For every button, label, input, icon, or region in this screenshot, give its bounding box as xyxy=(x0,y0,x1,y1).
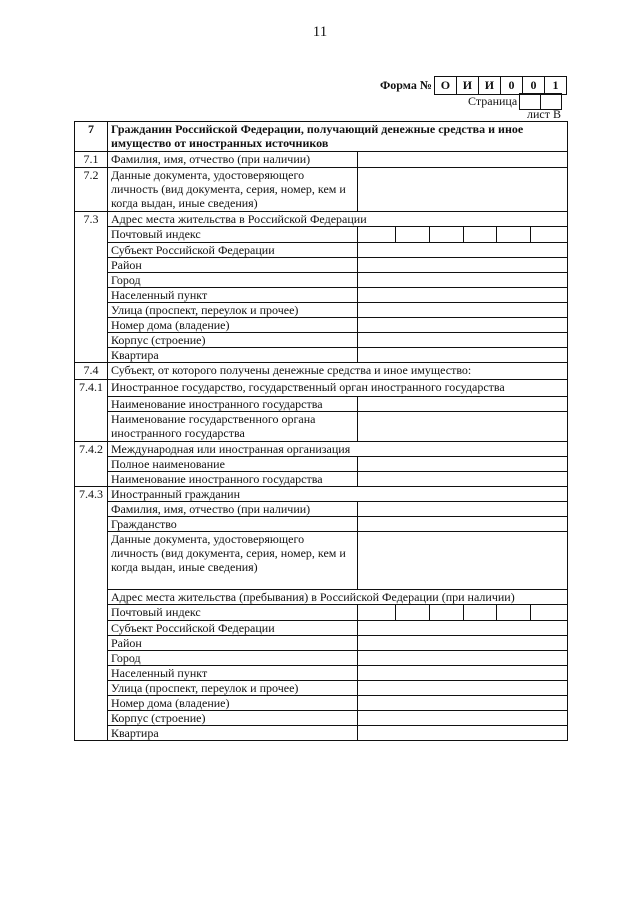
table-row xyxy=(75,532,568,590)
field-value[interactable] xyxy=(358,621,568,636)
field-label: Почтовый индекс xyxy=(108,605,358,621)
field-value[interactable] xyxy=(358,726,568,741)
row-number: 7.4.2 xyxy=(75,442,108,487)
field-label: Полное наименование xyxy=(108,457,358,472)
field-value[interactable] xyxy=(358,502,568,517)
section-header-row xyxy=(75,122,568,152)
subsection-label: Адрес места жительства в Российской Федерации xyxy=(108,212,568,227)
form-code-cell: О xyxy=(434,76,457,95)
subsection-label: Иностранный гражданин xyxy=(108,487,568,502)
field-value[interactable] xyxy=(358,412,568,442)
field-label: Город xyxy=(108,273,358,288)
row-number: 7.4 xyxy=(75,363,108,380)
form-table xyxy=(74,121,568,741)
row-number: 7.4.3 xyxy=(75,487,108,741)
field-value[interactable] xyxy=(358,532,568,590)
table-row xyxy=(75,243,568,258)
table-row xyxy=(75,605,568,621)
field-label: Населенный пункт xyxy=(108,666,358,681)
table-row xyxy=(75,666,568,681)
table-row xyxy=(75,380,568,397)
row-number: 7.2 xyxy=(75,168,108,212)
table-row xyxy=(75,726,568,741)
form-code-cell: И xyxy=(478,76,501,95)
field-value[interactable] xyxy=(358,696,568,711)
field-value[interactable] xyxy=(358,348,568,363)
subsection-label: Адрес места жительства (пребывания) в Российской Федерации (при наличии) xyxy=(108,590,568,605)
row-number: 7.4.1 xyxy=(75,380,108,442)
field-value[interactable] xyxy=(358,397,568,412)
table-row xyxy=(75,502,568,517)
field-value[interactable] xyxy=(358,168,568,212)
table-row xyxy=(75,397,568,412)
field-label: Квартира xyxy=(108,348,358,363)
field-label: Наименование иностранного государства xyxy=(108,397,358,412)
field-label: Корпус (строение) xyxy=(108,711,358,726)
field-label: Субъект Российской Федерации xyxy=(108,243,358,258)
field-value[interactable] xyxy=(358,333,568,348)
field-label: Номер дома (владение) xyxy=(108,318,358,333)
field-label: Улица (проспект, переулок и прочее) xyxy=(108,303,358,318)
sheet-label: лист В xyxy=(527,107,561,121)
field-label: Населенный пункт xyxy=(108,288,358,303)
table-row xyxy=(75,487,568,502)
table-row xyxy=(75,636,568,651)
postal-code-field[interactable] xyxy=(358,605,568,621)
table-row xyxy=(75,212,568,227)
subsection-label: Международная или иностранная организация xyxy=(108,442,568,457)
section-number: 7 xyxy=(75,122,108,152)
table-row xyxy=(75,442,568,457)
field-value[interactable] xyxy=(358,243,568,258)
table-row xyxy=(75,681,568,696)
subsection-label: Иностранное государство, государственный орган иностранного государства xyxy=(108,380,568,397)
field-value[interactable] xyxy=(358,318,568,333)
subsection-label: Субъект, от которого получены денежные средства и иное имущество: xyxy=(108,363,568,380)
field-label: Город xyxy=(108,651,358,666)
field-label: Номер дома (владение) xyxy=(108,696,358,711)
field-label: Улица (проспект, переулок и прочее) xyxy=(108,681,358,696)
table-row xyxy=(75,517,568,532)
field-label: Наименование иностранного государства xyxy=(108,472,358,487)
row-number: 7.3 xyxy=(75,212,108,363)
field-label: Наименование государственного органа иностранного государства xyxy=(108,412,358,442)
field-value[interactable] xyxy=(358,258,568,273)
table-row xyxy=(75,472,568,487)
field-value[interactable] xyxy=(358,303,568,318)
field-label: Район xyxy=(108,636,358,651)
field-label: Гражданство xyxy=(108,517,358,532)
table-row xyxy=(75,258,568,273)
field-label: Данные документа, удостоверяющего личность (вид документа, серия, номер, кем и когда выдан, иные сведения) xyxy=(108,532,358,590)
row-number: 7.1 xyxy=(75,152,108,168)
field-value[interactable] xyxy=(358,681,568,696)
table-row xyxy=(75,363,568,380)
field-label: Почтовый индекс xyxy=(108,227,358,243)
table-row xyxy=(75,621,568,636)
field-value[interactable] xyxy=(358,457,568,472)
table-row xyxy=(75,651,568,666)
field-label: Корпус (строение) xyxy=(108,333,358,348)
form-number-label: Форма № xyxy=(380,78,432,92)
field-label: Район xyxy=(108,258,358,273)
field-value[interactable] xyxy=(358,273,568,288)
field-label: Фамилия, имя, отчество (при наличии) xyxy=(108,502,358,517)
table-row xyxy=(75,412,568,442)
field-value[interactable] xyxy=(358,711,568,726)
field-value[interactable] xyxy=(358,288,568,303)
field-value[interactable] xyxy=(358,472,568,487)
field-value[interactable] xyxy=(358,651,568,666)
table-row xyxy=(75,457,568,472)
form-code-cell: 1 xyxy=(544,76,567,95)
field-value[interactable] xyxy=(358,517,568,532)
field-label: Квартира xyxy=(108,726,358,741)
field-label: Фамилия, имя, отчество (при наличии) xyxy=(108,152,358,168)
postal-code-field[interactable] xyxy=(358,227,568,243)
field-value[interactable] xyxy=(358,666,568,681)
table-row xyxy=(75,348,568,363)
table-row xyxy=(75,590,568,605)
table-row xyxy=(75,227,568,243)
table-row xyxy=(75,711,568,726)
table-row xyxy=(75,288,568,303)
table-row xyxy=(75,168,568,212)
table-row xyxy=(75,333,568,348)
table-row xyxy=(75,303,568,318)
form-code-cell: 0 xyxy=(522,76,545,95)
field-label: Данные документа, удостоверяющего личность (вид документа, серия, номер, кем и когда выдан, иные сведения) xyxy=(108,168,358,212)
table-row xyxy=(75,273,568,288)
form-code-cell: 0 xyxy=(500,76,523,95)
form-code-cell: И xyxy=(456,76,479,95)
field-value[interactable] xyxy=(358,152,568,168)
table-row xyxy=(75,152,568,168)
table-row xyxy=(75,318,568,333)
field-label: Субъект Российской Федерации xyxy=(108,621,358,636)
section-title: Гражданин Российской Федерации, получающий денежные средства и иное имущество от иностранных источников xyxy=(108,122,568,152)
field-value[interactable] xyxy=(358,636,568,651)
page-label: Страница xyxy=(468,94,518,108)
page-number: 11 xyxy=(312,24,328,40)
table-row xyxy=(75,696,568,711)
